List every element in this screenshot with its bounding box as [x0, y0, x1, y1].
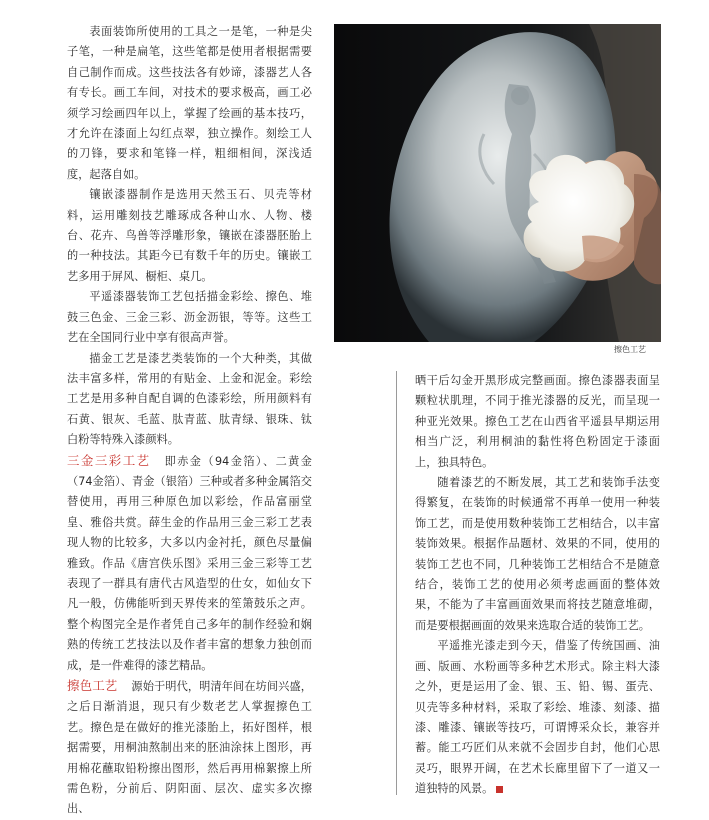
sanjin-sancai-heading: 三金三彩工艺 [67, 452, 151, 468]
left-column [67, 22, 312, 820]
paragraph-combined-crafts: 随着漆艺的不断发展，其工艺和装饰手法变得繁复，在装饰的时候通常不再单一使用一种装饰工艺，而是使用数种装饰工艺相结合，以丰富装饰效果。根据作品题材、效果的不同，使用的装饰工艺也不同，几种装饰工艺相结合不是随意结合，装饰工艺的使用必须考虑画面的整体效果，不能为了丰富画面效果而将技艺随意堆砌，而是要根据画面的效果来选取合适的装饰工艺。 [415, 476, 660, 632]
paragraph-case [67, 676, 312, 820]
paragraph-sanjin-sancai [67, 451, 312, 676]
paragraph-inlay: 镶嵌漆器制作是选用天然玉石、贝壳等材料，运用雕刻技艺雕琢成各种山水、人物、楼台、花卉、鸟兽等浮雕形象，镶嵌在漆器胚胎上的一种技法。其距今已有数千年的历史。镶嵌工艺多用于屏风、橱柜、桌几。 [67, 188, 312, 283]
lacquer-panel-cotton-hand-photo [334, 24, 661, 342]
paragraph-case-continued: 晒干后勾金开黑形成完整画面。擦色漆器表面呈颗粒状肌理，不同于推光漆器的反光，而呈现一种亚光效果。擦色工艺在山西省平遥县早期运用相当广泛，利用桐油的黏性将色粉固定于漆面上，独具特色。 [415, 374, 660, 469]
column-divider [396, 371, 397, 795]
case-heading: 擦色工艺 [67, 678, 118, 693]
end-mark-icon [496, 786, 503, 793]
paragraph-conclusion [415, 636, 660, 799]
right-column [415, 371, 660, 800]
paragraph-pingyao-crafts: 平遥漆器装饰工艺包括描金彩绘、擦色、堆鼓三色金、三金三彩、沥金沥银，等等。这些工艺在全国同行业中享有很高声誉。 [67, 290, 312, 345]
paragraph-gold-tracing: 描金工艺是漆艺类装饰的一个大种类，其做法丰富多样，常用的有贴金、上金和泥金。彩绘工艺是用多种自配自调的色漆彩绘，所用颜料有石黄、银灰、毛蓝、肽青蓝、肽青绿、银珠、钛白粉等特殊入漆颜料。 [67, 351, 312, 447]
photo-illustration [334, 24, 661, 342]
conclusion-text: 平遥推光漆走到今天，借鉴了传统国画、油画、版画、水粉画等多种艺术形式。除主料大漆之外，更是运用了金、银、玉、铅、锡、蛋壳、贝壳等多种材料，采取了彩绘、堆漆、刻漆、描漆、雕漆、镶嵌等技巧，可谓博采众长，兼容并蓄。能工巧匠们从来就不会固步自封，他们心思灵巧，眼界开阔，在艺术长廊里留下了一道又一道独特的风景。 [415, 639, 660, 796]
paragraph-tools: 表面装饰所使用的工具之一是笔，一种是尖子笔，一种是扁笔，这些笔都是使用者根据需要自己制作而成。这些技法各有妙谛，漆器艺人各有专长。画工车间，对技术的要求极高，画工必须学习绘画四年以上，掌握了绘画的基本技巧，才允许在漆面上勾红点翠，独立操作。刻绘工人的刀锋，要求和笔锋一样，粗细相间，深浅适度，起落自如。 [67, 25, 312, 181]
case-text: 源始于明代，明清年间在坊间兴盛，之后日渐消退，现只有少数老艺人掌握擦色工艺。擦色是在做好的推光漆胎上，拓好图样，根据需要，用桐油熬制出来的胚油涂抹上图形，再用棉花蘸取铅粉擦出图形，然后再用棉絮擦上所需色粉，分前后、阴阳面、层次、虚实多次擦出、 [67, 680, 312, 816]
photo-caption: 擦色工艺 [614, 345, 646, 354]
sanjin-sancai-text: 即赤金（94金箔）、二黄金（74金箔）、青金（银箔）三种或者多种金属箔交替使用，再用三种原色加以彩绘，作品富丽堂皇、雅俗共赏。薛生金的作品用三金三彩工艺表现人物的比较多，大多以内金衬托，颜色尽量偏雅致。作品《唐宫佚乐图》采用三金三彩等工艺表现了一群具有唐代古风造型的仕女，如仙女下凡一般，仿佛能听到天界传来的笙箫鼓乐之声。整个构图完全是作者凭自己多年的制作经验和娴熟的传统工艺技法以及作者丰富的想象力独创而成，是一件难得的漆艺精品。 [67, 454, 312, 672]
